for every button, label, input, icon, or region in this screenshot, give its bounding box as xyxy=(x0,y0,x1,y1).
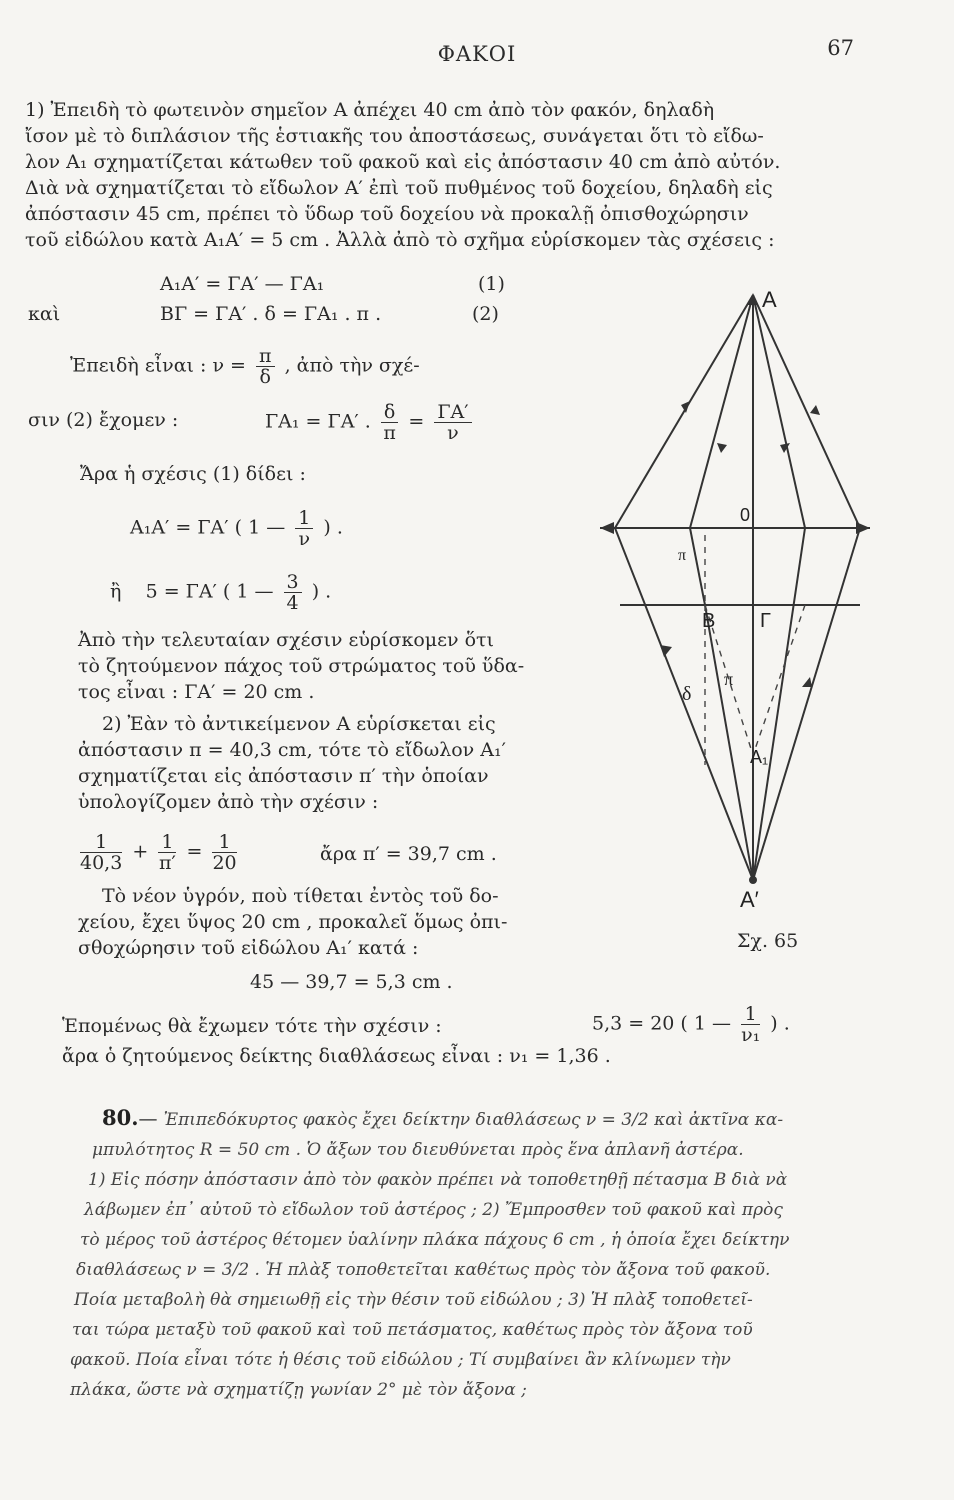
ray-right-incident xyxy=(753,295,860,528)
eq7-tail: ) . xyxy=(770,1012,790,1035)
arrowhead xyxy=(660,645,672,657)
text-line: Ἀπὸ τὴν τελευταίαν σχέσιν εὑρίσκομεν ὅτι xyxy=(78,629,494,651)
therefore-line: Ἄρα ἡ σχέσις (1) δίδει : xyxy=(80,463,306,485)
equation-6: 45 — 39,7 = 5,3 cm . xyxy=(250,971,453,993)
from2-text: σιν (2) ἔχομεν : xyxy=(28,409,179,431)
fraction-pi-over-delta xyxy=(256,346,275,387)
frac-den: π xyxy=(383,422,396,444)
frac-num: 1 xyxy=(212,832,236,853)
arrowhead xyxy=(802,677,812,687)
problem-line: Ποία μεταβολὴ θὰ σημειωθῇ εἰς τὴν θέσιν τοῦ εἰδώλου ; 3) Ἡ πλὰξ τοποθετεῖ- xyxy=(74,1290,753,1310)
frac-den: δ xyxy=(259,366,271,388)
arrowhead xyxy=(717,443,727,453)
frac-num: π xyxy=(256,346,275,367)
equation-5 xyxy=(76,832,241,873)
text-line: 2) Ἐὰν τὸ ἀντικείμενον Α εὑρίσκεται εἰς xyxy=(102,713,496,735)
consequently-line: Ἑπομένως θὰ ἔχωμεν τότε τὴν σχέσιν : xyxy=(62,1015,442,1037)
problem-line: μπυλότητος R = 50 cm . Ὁ ἄξων του διευθύνεται πρὸς ἕνα ἀπλανῆ ἀστέρα. xyxy=(92,1140,744,1160)
page-number: 67 xyxy=(827,36,854,60)
text-line: σχηματίζεται εἰς ἀπόστασιν π′ τὴν ὁποίαν xyxy=(78,765,489,787)
eq7-lhs: 5,3 = 20 ( 1 — xyxy=(592,1012,732,1035)
text-line: ἀπόστασιν 45 cm, πρέπει τὸ ὕδωρ τοῦ δοχείου νὰ προκαλῇ ὀπισθοχώρησιν xyxy=(25,203,749,225)
frac-num: 1 xyxy=(158,832,176,853)
lens-ray-diagram xyxy=(590,275,880,955)
eq4-lhs: 5 = ΓΑ′ ( 1 — xyxy=(145,580,274,603)
label-a1: A₁ xyxy=(750,747,769,767)
fraction-1-over-pi-prime xyxy=(158,832,176,873)
text-line: τὸ ζητούμενον πάχος τοῦ στρώματος τοῦ ὕδα- xyxy=(78,655,525,677)
fraction-1-over-nu xyxy=(295,508,313,549)
label-o: 0 xyxy=(740,505,751,525)
problem-line: λάβωμεν ἐπ᾽ αὐτοῦ τὸ εἴδωλον τοῦ ἀστέρος ; 2) Ἔμπροσθεν τοῦ φακοῦ καὶ πρὸς xyxy=(84,1200,783,1220)
running-title: ΦΑΚΟΙ xyxy=(437,42,517,66)
problem-line: Ἐπιπεδόκυρτος φακὸς ἔχει δείκτην διαθλάσεως ν = 3/2 καὶ ἀκτῖνα κα- xyxy=(163,1110,784,1130)
problem-first-line xyxy=(102,1106,783,1132)
text-line: 1) Ἐπειδὴ τὸ φωτεινὸν σημεῖον Α ἀπέχει 40 cm ἀπὸ τὸν φακόν, δηλαδὴ xyxy=(25,99,715,121)
frac-den: 40,3 xyxy=(80,852,123,874)
conclusion-line: ἄρα ὁ ζητούμενος δείκτης διαθλάσεως εἶναι : ν₁ = 1,36 . xyxy=(62,1045,611,1067)
frac-num: δ xyxy=(381,402,398,423)
eq3-tail: ) . xyxy=(323,516,343,539)
since-tail: , ἀπὸ τὴν σχέ- xyxy=(284,354,420,377)
eq5-plus: + xyxy=(132,840,149,863)
fraction-ga-over-nu xyxy=(434,402,471,443)
ray-right-inner-incident xyxy=(753,295,805,528)
eq4-tail: ) . xyxy=(311,580,332,603)
lens-arrow-right xyxy=(856,522,870,534)
text-line: ὑπολογίζομεν ἀπὸ τὴν σχέσιν : xyxy=(78,791,379,813)
since-text: Ἐπειδὴ εἶναι : ν = xyxy=(70,354,246,377)
label-pi-lower: π xyxy=(724,669,734,689)
text-line: Διὰ νὰ σχηματίζεται τὸ εἴδωλον Α′ ἐπὶ τοῦ πυθμένος τοῦ δοχείου, δηλαδὴ εἰς xyxy=(25,177,773,199)
problem-line: διαθλάσεως ν = 3/2 . Ἡ πλὰξ τοποθετεῖται καθέτως πρὸς τὸν ἄξονα τοῦ φακοῦ. xyxy=(76,1260,771,1280)
frac-num: 3 xyxy=(284,572,302,593)
ray-b-to-a-prime xyxy=(705,605,753,880)
text-line: σθοχώρησιν τοῦ εἰδώλου Α₁′ κατά : xyxy=(78,937,419,959)
frac-den: π′ xyxy=(158,852,176,874)
text-line: χείου, ἔχει ὕψος 20 cm , προκαλεῖ ὅμως ὀπι- xyxy=(78,911,508,933)
equation-2-prefix: καὶ xyxy=(28,303,61,325)
ray-right-refracted xyxy=(753,528,860,880)
equation-2: ΒΓ = ΓΑ′ . δ = ΓΑ₁ . π . xyxy=(160,303,382,325)
problem-line: πλάκα, ὥστε νὰ σχηματίζῃ γωνίαν 2° μὲ τὸν ἄξονα ; xyxy=(70,1380,527,1400)
problem-line: φακοῦ. Ποία εἶναι τότε ἡ θέσις τοῦ εἰδώλου ; Τί συμβαίνει ἂν κλίνωμεν τὴν xyxy=(70,1350,731,1370)
label-g: Γ xyxy=(760,610,772,632)
fraction-3-over-4 xyxy=(284,572,302,613)
text-line: ἀπόστασιν π = 40,3 cm, τότε τὸ εἴδωλον Α₁′ xyxy=(78,739,506,761)
image-point-dot xyxy=(749,876,757,884)
label-pi-upper: π xyxy=(678,547,687,564)
frac-den: 4 xyxy=(286,592,299,614)
frac-num: 1 xyxy=(80,832,122,853)
equation-3 xyxy=(130,508,343,549)
page-header xyxy=(0,36,954,72)
problem-line: ται τώρα μεταξὺ τοῦ φακοῦ καὶ τοῦ πετάσματος, καθέτως πρὸς τὸν ἄξονα τοῦ xyxy=(72,1320,753,1340)
fraction-1-over-nu1 xyxy=(741,1004,760,1045)
since-line xyxy=(70,346,420,387)
figure-caption: Σχ. 65 xyxy=(737,930,799,952)
frac-num: 1 xyxy=(295,508,313,529)
equation-7 xyxy=(592,1004,790,1045)
frac-den: ν₁ xyxy=(741,1024,761,1046)
from2-eq: = xyxy=(408,410,425,433)
fraction-1-over-20 xyxy=(212,832,236,873)
equation-1: Α₁Α′ = ΓΑ′ — ΓΑ₁ xyxy=(160,273,325,295)
arrowhead xyxy=(810,405,820,415)
problem-dash: — xyxy=(138,1108,158,1130)
lens-arrow-left xyxy=(600,522,614,534)
label-a: A xyxy=(762,287,777,312)
problem-number: 80. xyxy=(102,1105,139,1130)
text-line: τος εἶναι : ΓΑ′ = 20 cm . xyxy=(78,681,315,703)
eq5-eq: = xyxy=(186,840,203,863)
frac-den: 20 xyxy=(212,852,237,874)
frac-den: ν xyxy=(447,422,459,444)
problem-line: 1) Εἰς πόσην ἀπόστασιν ἀπὸ τὸν φακὸν πρέπει νὰ τοποθετηθῇ πέτασμα Β διὰ νὰ xyxy=(88,1170,788,1190)
label-a-prime: A′ xyxy=(740,887,759,912)
equation-4 xyxy=(110,572,331,613)
frac-num: ΓΑ′ xyxy=(434,402,471,423)
ray-right-inner-refracted xyxy=(753,528,805,880)
text-line: λον Α₁ σχηματίζεται κάτωθεν τοῦ φακοῦ καὶ εἰς ἀπόστασιν 40 cm ἀπὸ αὐτόν. xyxy=(25,151,781,173)
equation-1-label: (1) xyxy=(478,273,505,295)
equation-5-result: ἄρα π′ = 39,7 cm . xyxy=(320,843,497,865)
equation-2-label: (2) xyxy=(472,303,499,325)
frac-num: 1 xyxy=(741,1004,760,1025)
fraction-delta-over-pi xyxy=(381,402,398,443)
problem-line: τὸ μέρος τοῦ ἀστέρος θέτομεν ὑαλίνην πλάκα πάχους 6 cm , ἡ ὁποία ἔχει δείκτην xyxy=(80,1230,790,1250)
ray-left-incident xyxy=(615,295,753,528)
eq4-prefix: ἢ xyxy=(110,580,122,603)
from2-equation xyxy=(265,402,476,443)
text-line: Τὸ νέον ὑγρόν, ποὺ τίθεται ἐντὸς τοῦ δο- xyxy=(102,885,499,907)
text-line: ἴσον μὲ τὸ διπλάσιον τῆς ἑστιακῆς του ἀποστάσεως, συνάγεται ὅτι τὸ εἴδω- xyxy=(25,125,764,147)
label-b: B xyxy=(702,610,716,632)
fraction-1-over-40-3 xyxy=(80,832,122,873)
eq3-lhs: Α₁Α′ = ΓΑ′ ( 1 — xyxy=(130,516,286,539)
label-delta: δ xyxy=(682,683,692,705)
from2-lhs: ΓΑ₁ = ΓΑ′ . xyxy=(265,410,371,433)
ray-left-inner-incident xyxy=(690,295,753,528)
ray-inner-to-b xyxy=(690,528,705,605)
frac-den: ν xyxy=(298,528,311,550)
text-line: τοῦ εἰδώλου κατὰ Α₁Α′ = 5 cm . Ἀλλὰ ἀπὸ τὸ σχῆμα εὑρίσκομεν τὰς σχέσεις : xyxy=(25,229,775,251)
arrowhead xyxy=(681,401,690,413)
